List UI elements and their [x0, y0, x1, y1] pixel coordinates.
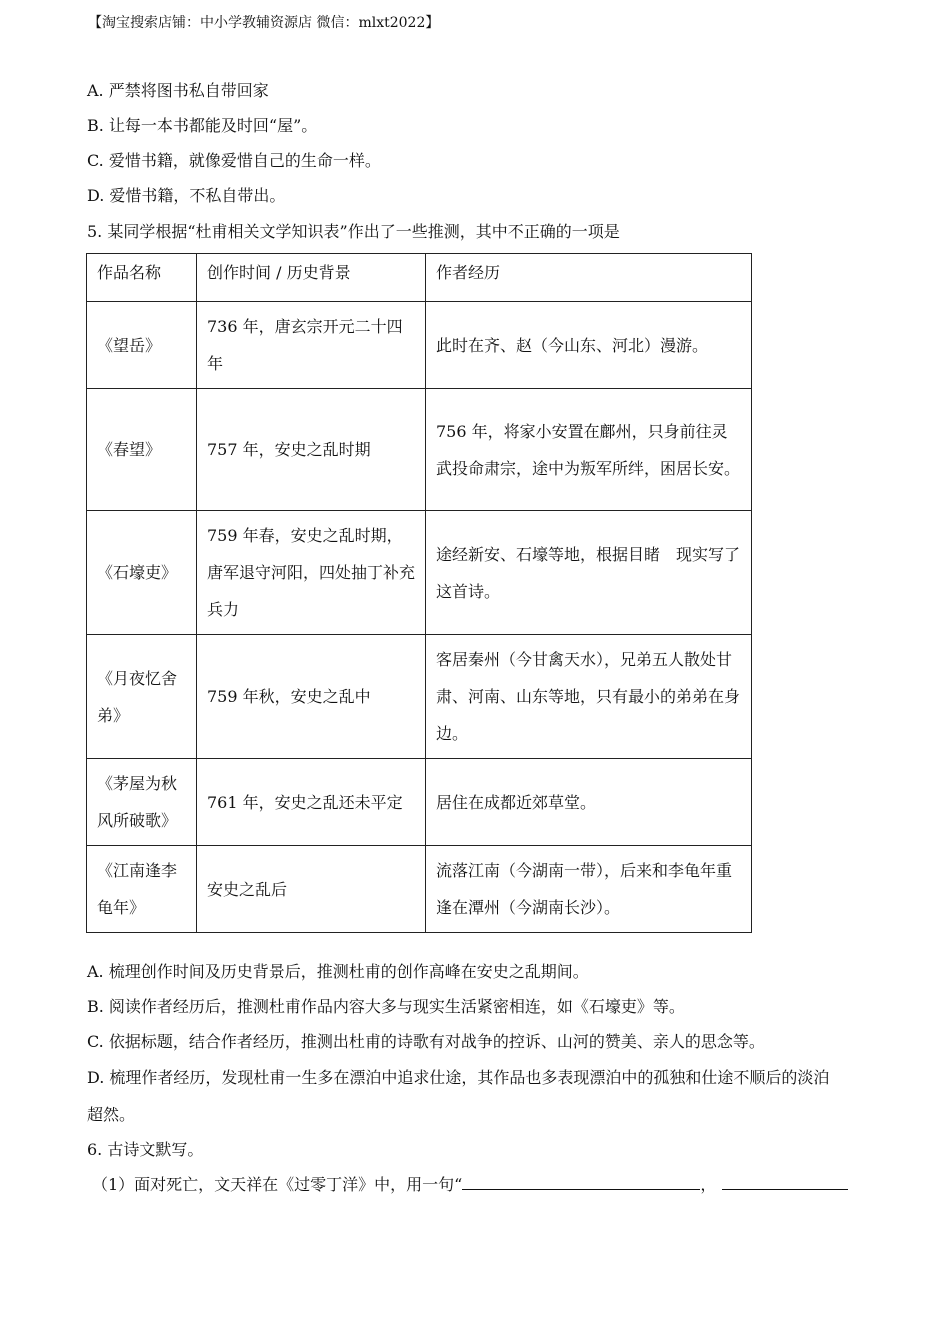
- table-cell: 此时在齐、赵（今山东、河北）漫游。: [426, 302, 752, 389]
- table-row: [87, 846, 752, 933]
- table-cell: 客居秦州（今甘禽天水），兄弟五人散处甘肃、河南、山东等地，只有最小的弟弟在身边。: [426, 635, 752, 759]
- table-row: [87, 759, 752, 846]
- table-cell: 756 年，将家小安置在鄜州，只身前往灵武投命肃宗，途中为叛军所绊，困居长安。: [426, 389, 752, 511]
- table-row: [87, 389, 752, 511]
- table-header-cell: 创作时间 / 历史背景: [197, 254, 426, 302]
- q5-option-a: A. 梳理创作时间及历史背景后，推测杜甫的创作高峰在安史之乱期间。: [87, 962, 589, 981]
- table-cell: 居住在成都近郊草堂。: [426, 759, 752, 846]
- table-cell: 《石壕吏》: [87, 511, 197, 635]
- table-header-row: [87, 254, 752, 302]
- page-header-watermark: 【淘宝搜索店铺：中小学教辅资源店 微信：mlxt2022】: [88, 15, 440, 31]
- question-6-item-1: [92, 1174, 848, 1196]
- q5-option-d-continued: 超然。: [87, 1105, 136, 1124]
- table-cell: 759 年秋，安史之乱中: [197, 635, 426, 759]
- option-c: C. 爱惜书籍，就像爱惜自己的生命一样。: [87, 151, 381, 170]
- table-cell: 761 年，安史之乱还未平定: [197, 759, 426, 846]
- dufu-knowledge-table: [86, 253, 752, 933]
- option-a: A. 严禁将图书私自带回家: [87, 81, 269, 100]
- table-cell: 《月夜忆舍弟》: [87, 635, 197, 759]
- q5-option-d: D. 梳理作者经历，发现杜甫一生多在漂泊中追求仕途，其作品也多表现漂泊中的孤独和仕途不顺后的淡泊: [87, 1068, 830, 1087]
- table-row: [87, 635, 752, 759]
- answer-blank-1[interactable]: [462, 1175, 700, 1190]
- table-cell: 《望岳》: [87, 302, 197, 389]
- item-1-prompt: （1）面对死亡，文天祥在《过零丁洋》中，用一句“: [92, 1175, 463, 1194]
- option-b: B. 让每一本书都能及时回“屋”。: [87, 116, 318, 135]
- table-cell: 《江南逢李龟年》: [87, 846, 197, 933]
- answer-blank-2[interactable]: [722, 1175, 848, 1190]
- table-cell: 759 年春，安史之乱时期，唐军退守河阳，四处抽丁补充兵力: [197, 511, 426, 635]
- table-cell: 《春望》: [87, 389, 197, 511]
- item-1-separator: ，: [700, 1175, 717, 1194]
- table-cell: 流落江南（今湖南一带），后来和李龟年重逢在潭州（今湖南长沙）。: [426, 846, 752, 933]
- question-5-stem: 5. 某同学根据“杜甫相关文学知识表”作出了一些推测，其中不正确的一项是: [87, 222, 620, 241]
- q5-option-c: C. 依据标题，结合作者经历，推测出杜甫的诗歌有对战争的控诉、山河的赞美、亲人的思念等。: [87, 1032, 765, 1051]
- q5-option-b: B. 阅读作者经历后，推测杜甫作品内容大多与现实生活紧密相连，如《石壕吏》等。: [87, 997, 685, 1016]
- option-d: D. 爱惜书籍，不私自带出。: [87, 186, 286, 205]
- table-cell: 757 年，安史之乱时期: [197, 389, 426, 511]
- table-row: [87, 302, 752, 389]
- table-header-cell: 作者经历: [426, 254, 752, 302]
- table-cell: 《茅屋为秋风所破歌》: [87, 759, 197, 846]
- question-6-title: 6. 古诗文默写。: [87, 1140, 204, 1159]
- table-cell: 安史之乱后: [197, 846, 426, 933]
- table-row: [87, 511, 752, 635]
- table-header-cell: 作品名称: [87, 254, 197, 302]
- table-cell: 途经新安、石壕等地，根据目睹 现实写了这首诗。: [426, 511, 752, 635]
- table-cell: 736 年，唐玄宗开元二十四年: [197, 302, 426, 389]
